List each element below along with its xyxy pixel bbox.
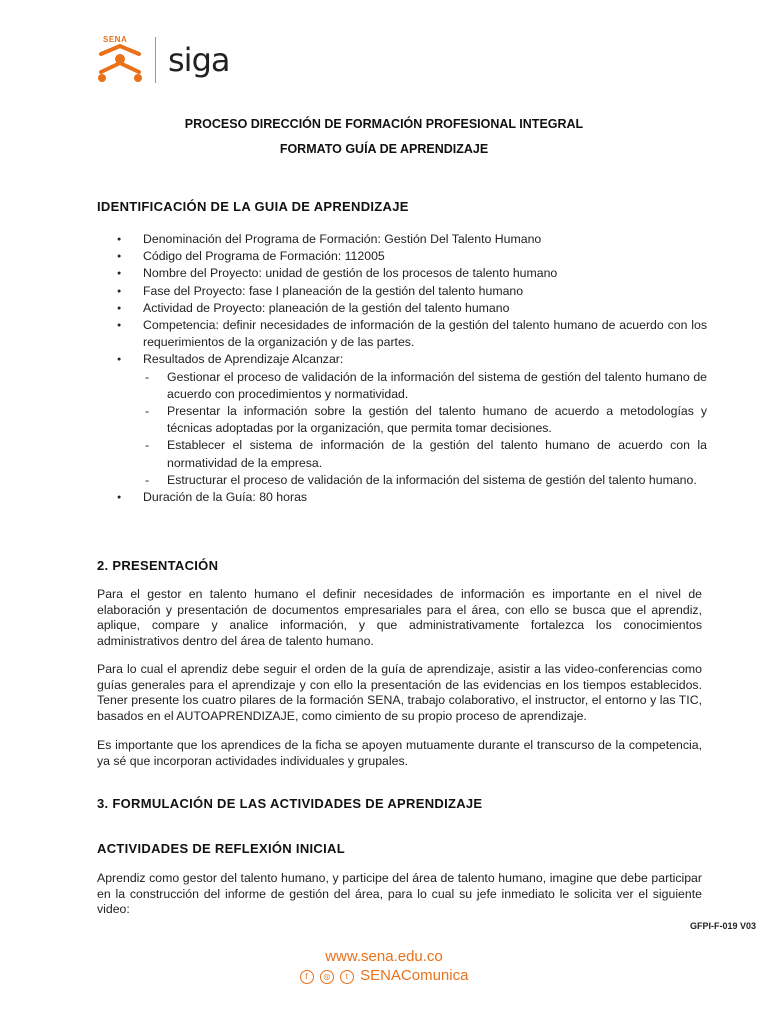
result-item: - Estructurar el proceso de validación de la información del sistema de gestión del talento humano.: [143, 472, 707, 489]
siga-logo: siga: [168, 41, 230, 79]
facebook-icon: f: [300, 970, 314, 984]
list-item: ● Nombre del Proyecto: unidad de gestión de los procesos de talento humano: [97, 265, 707, 282]
footer-social: [0, 967, 768, 984]
list-item: ● Competencia: definir necesidades de información de la gestión del talento humano de acuerdo con los requerimientos de la organización y de las partes.: [97, 317, 707, 351]
section1-heading: IDENTIFICACIÓN DE LA GUIA DE APRENDIZAJE: [97, 199, 409, 214]
format-title: FORMATO GUÍA DE APRENDIZAJE: [279, 142, 489, 156]
document-code: GFPI-F-019 V03: [689, 921, 756, 931]
list-item: ● Denominación del Programa de Formación: Gestión Del Talento Humano: [97, 231, 707, 248]
header-divider: [155, 37, 156, 83]
twitter-icon: t: [340, 970, 354, 984]
result-item: - Gestionar el proceso de validación de la información del sistema de gestión del talento humano de acuerdo con procedimientos y normatividad.: [143, 369, 707, 403]
section2-heading: 2. PRESENTACIÓN: [97, 558, 219, 573]
social-handle[interactable]: SENAComunica: [360, 967, 469, 984]
instagram-icon: ◎: [320, 970, 334, 984]
sena-logo: [95, 32, 145, 89]
list-item: ● Actividad de Proyecto: planeación de la gestión del talento humano: [97, 300, 707, 317]
website-link[interactable]: www.sena.edu.co: [325, 948, 443, 965]
results-list: [143, 369, 707, 489]
result-item: - Presentar la información sobre la gestión del talento humano de acuerdo a metodologías y técnicas adoptadas por la organización, que permita tomar decisiones.: [143, 403, 707, 437]
list-item: ● Fase del Proyecto: fase I planeación de la gestión del talento humano: [97, 283, 707, 300]
footer-website: [0, 948, 768, 965]
paragraph: Para el gestor en talento humano el definir necesidades de información es importante en el nivel de elaboración y presentación de documentos empresariales para el área, con ello se busca que el aprendiz, aplique, compare y analice información, y que administrativamente fortalezca los conocimientos administrativos dentro del área de talento humano.: [97, 587, 702, 648]
process-title: PROCESO DIRECCIÓN DE FORMACIÓN PROFESIONAL INTEGRAL: [184, 117, 584, 131]
section3-subheading: ACTIVIDADES DE REFLEXIÓN INICIAL: [97, 841, 345, 856]
list-item: [97, 351, 707, 489]
paragraph: Aprendiz como gestor del talento humano, y participe del área de talento humano, imagine que debe participar en la construcción del informe de gestión del área, para lo cual su jefe inmediato le solicita ver el siguiente video:: [97, 871, 702, 917]
result-item: - Establecer el sistema de información de la gestión del talento humano de acuerdo con la normatividad de la empresa.: [143, 437, 707, 471]
list-item: ● Código del Programa de Formación: 112005: [97, 248, 707, 265]
identification-list: [97, 231, 707, 506]
logo-text: SENA: [103, 34, 128, 44]
paragraph: Para lo cual el aprendiz debe seguir el orden de la guía de aprendizaje, asistir a las video-conferencias como guías generales para el aprendizaje y con ello la presentación de las evidencias en los tiempos establecidos. Tener presente los cuatro pilares de la formación SENA, trabajo colaborativo, el instructor, el entorno y las TIC, basados en el AUTOAPRENDIZAJE, como cimiento de su propio proceso de aprendizaje.: [97, 662, 702, 723]
header: [95, 32, 229, 88]
list-item: ● Duración de la Guía: 80 horas: [97, 489, 707, 506]
section3-heading: 3. FORMULACIÓN DE LAS ACTIVIDADES DE APRENDIZAJE: [97, 796, 483, 811]
results-label: Resultados de Aprendizaje Alcanzar:: [143, 352, 344, 367]
paragraph: Es importante que los aprendices de la ficha se apoyen mutuamente durante el transcurso de la competencia, ya sé que incorporan actividades individuales y grupales.: [97, 738, 702, 768]
